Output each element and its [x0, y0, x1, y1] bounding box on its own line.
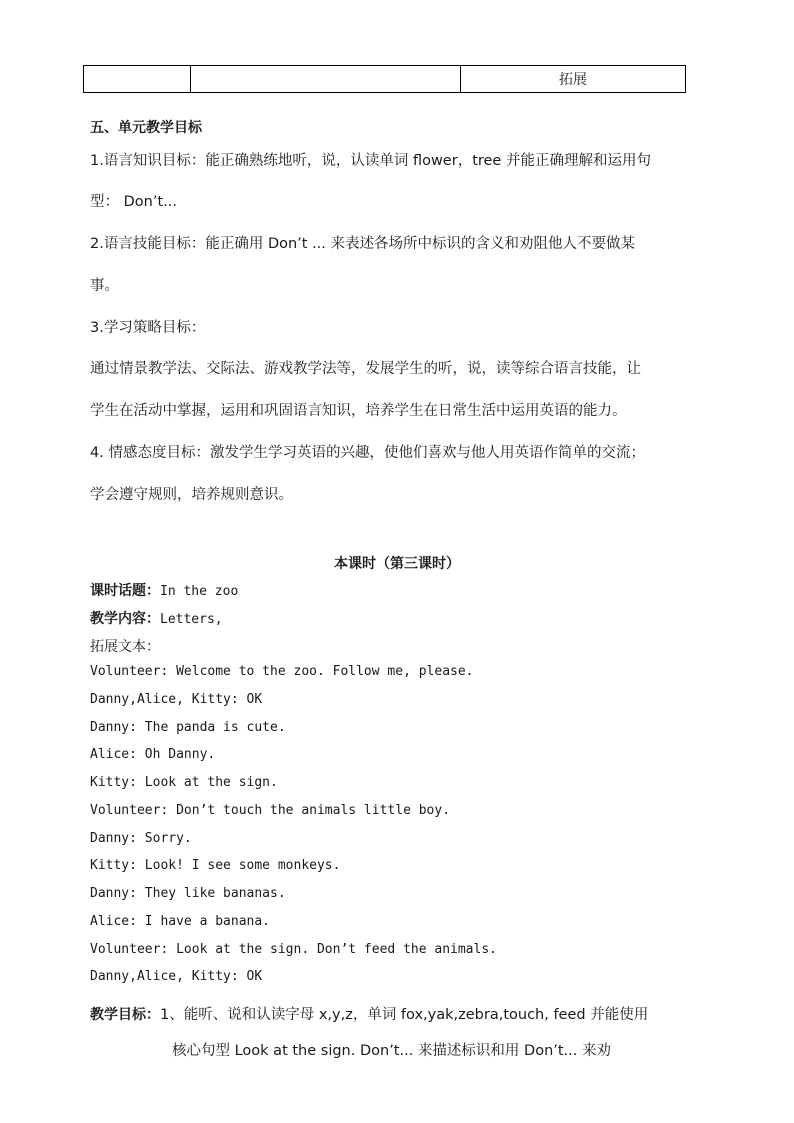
- dialogue-line: Danny: The panda is cute.: [90, 720, 286, 735]
- goal-paragraph: 学会遵守规则，培养规则意识。: [90, 487, 293, 503]
- goal-paragraph: 型： Don’t...: [90, 194, 177, 210]
- content-label: 教学内容：: [90, 611, 160, 627]
- section-heading: 五、单元教学目标: [90, 120, 202, 136]
- dialogue-line: Danny,Alice, Kitty: OK: [90, 692, 263, 707]
- dialogue-line: Kitty: Look! I see some monkeys.: [90, 858, 341, 873]
- goal-paragraph: 2.语言技能目标：能正确用 Don’t ... 来表述各场所中标识的含义和劝阻他人不要做某: [90, 236, 636, 252]
- dialogue-line: Danny,Alice, Kitty: OK: [90, 969, 263, 984]
- dialogue-line: Volunteer: Welcome to the zoo. Follow me, please.: [90, 664, 474, 679]
- table-row: [83, 65, 686, 93]
- goal-paragraph: 学生在活动中掌握，运用和巩固语言知识，培养学生在日常生活中运用英语的能力。: [90, 403, 627, 419]
- table-cell: 拓展: [559, 72, 587, 88]
- content-value: Letters,: [160, 612, 223, 627]
- text-label: 拓展文本：: [90, 639, 160, 655]
- dialogue-line: Kitty: Look at the sign.: [90, 775, 278, 790]
- goal-paragraph: 4. 情感态度目标：激发学生学习英语的兴趣，使他们喜欢与他人用英语作简单的交流；: [90, 445, 645, 461]
- objective-label: 教学目标：: [90, 1007, 160, 1023]
- topic-value: In the zoo: [160, 584, 239, 599]
- goal-paragraph: 1.语言知识目标：能正确熟练地听，说，认读单词 flower，tree 并能正确理解和运用句: [90, 153, 651, 169]
- objective-line: 核心句型 Look at the sign. Don’t... 来描述标识和用 Don’t... 来劝: [172, 1043, 611, 1059]
- objective-line: [90, 1003, 648, 1024]
- goal-paragraph: 事。: [90, 278, 119, 294]
- lesson-title: 本课时（第三课时）: [334, 556, 460, 572]
- dialogue-line: Volunteer: Don’t touch the animals little boy.: [90, 803, 451, 818]
- topic-label: 课时话题：: [90, 583, 160, 599]
- dialogue-line: Danny: They like bananas.: [90, 886, 286, 901]
- objective-text: 1、能听、说和认读字母 x,y,z，单词 fox,yak,zebra,touch, feed 并能使用: [160, 1007, 649, 1023]
- dialogue-line: Danny: Sorry.: [90, 831, 192, 846]
- content-line: [90, 608, 223, 628]
- dialogue-line: Alice: I have a banana.: [90, 914, 271, 929]
- dialogue-line: Alice: Oh Danny.: [90, 747, 216, 762]
- goal-paragraph: 3.学习策略目标：: [90, 320, 206, 336]
- goal-paragraph: 通过情景教学法、交际法、游戏教学法等，发展学生的听，说，读等综合语言技能，让: [90, 361, 641, 377]
- dialogue-line: Volunteer: Look at the sign. Don’t feed the animals.: [90, 942, 497, 957]
- table-cell: [191, 66, 461, 92]
- topic-line: [90, 580, 238, 600]
- table-cell: [84, 66, 191, 92]
